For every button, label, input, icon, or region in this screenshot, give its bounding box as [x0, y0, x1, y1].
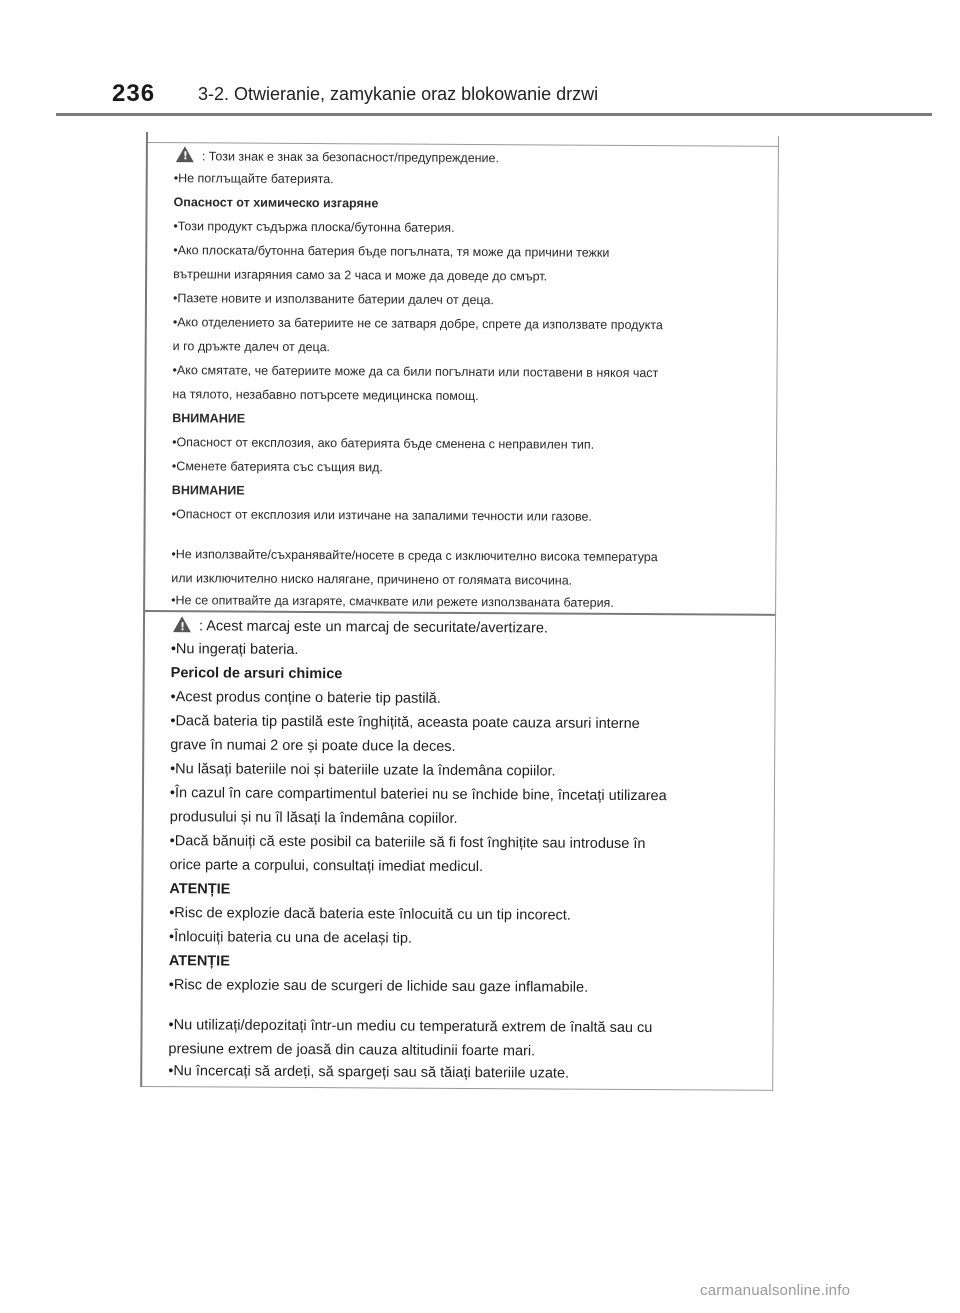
- ro-line-5: •Dacă bateria tip pastilă este înghițită, aceasta poate cauza arsuri interne: [170, 713, 640, 733]
- section-title: 3-2. Otwieranie, zamykanie oraz blokowanie drzwi: [198, 84, 599, 104]
- ro-line-19: •Nu încercați să ardeți, să spargeți sau să tăiați bateriile uzate.: [168, 1063, 570, 1082]
- bg-heading-chemical: Опасност от химическо изгаряне: [173, 195, 379, 211]
- ro-line-7: •Nu lăsați bateriile noi și bateriile uzate la îndemâna copiilor.: [170, 761, 556, 780]
- bg-line-8: •Ако отделението за батериите не се затваря добре, спрете да използвате продукта: [172, 315, 663, 333]
- ro-line-11: orice parte a corpului, consultați imediat medicul.: [169, 857, 484, 876]
- page-header: [112, 80, 932, 114]
- bg-line-10: •Ако смятате, че батериите може да са били погълнати или поставени в някоя част: [172, 363, 659, 381]
- bg-line-7: •Пазете новите и използваните батерии далеч от деца.: [172, 291, 495, 308]
- bg-line-16: •Опасност от експлозия или изтичане на запалими течности или газове.: [171, 507, 592, 524]
- ro-line-4: •Acest produs conține o baterie tip pastilă.: [170, 689, 441, 707]
- ro-line-1: !: Acest marcaj este un marcaj de securitate/avertizare.: [171, 616, 548, 637]
- ro-line-13: •Risc de explozie dacă bateria este înlocuită cu un tip incorect.: [169, 905, 571, 924]
- ro-line-18: presiune extrem de joasă din cauza altitudinii foarte mari.: [168, 1041, 536, 1060]
- page-number: 236: [112, 80, 156, 107]
- ro-line-17: •Nu utilizați/depozitați într-un mediu cu temperatură extrem de înaltă sau cu: [168, 1017, 653, 1037]
- ro-heading-caution-1: ATENȚIE: [169, 881, 231, 898]
- bg-line-11: на тялото, незабавно потърсете медицинска помощ.: [172, 387, 479, 404]
- bg-line-19: •Не се опитвайте да изгаряте, смачквате или режете използваната батерия.: [171, 593, 614, 610]
- ro-heading-caution-2: ATENȚIE: [168, 953, 230, 970]
- bg-line-2: •Не поглъщайте батерията.: [173, 171, 334, 187]
- ro-line-9: produsului și nu îl lăsați la îndemâna copiilor.: [169, 809, 458, 827]
- bg-line-6: вътрешни изгаряния само за 2 часа и може да доведе до смърт.: [173, 267, 548, 284]
- bg-line-17: •Не използвайте/съхранявайте/носете в среда с изключително висока температура: [171, 547, 658, 565]
- bg-line-9: и го дръжте далеч от деца.: [172, 339, 331, 355]
- warning-triangle-icon: [173, 616, 191, 632]
- ro-line-2: •Nu ingerați bateria.: [170, 641, 299, 658]
- scanned-label-image: [140, 132, 779, 1091]
- bg-line-5: •Ако плоската/бутонна батерия бъде погълната, тя може да причини тежки: [173, 243, 610, 260]
- header-rule: [56, 113, 932, 116]
- bg-heading-caution-2: ВНИМАНИЕ: [171, 483, 245, 498]
- bg-line-18: или изключително ниско налягане, причинено от голямата височина.: [171, 571, 573, 588]
- bg-line-1: !: Този знак е знак за безопасност/предупреждение.: [174, 146, 499, 166]
- romanian-warning-block: [154, 616, 765, 1086]
- ro-line-14: •Înlocuiți bateria cu una de același tip.: [169, 929, 413, 947]
- bg-line-4: •Този продукт съдържа плоска/бутонна батерия.: [173, 219, 455, 235]
- ro-line-10: •Dacă bănuiți că este posibil ca bateriile să fi fost înghițite sau introduse în: [169, 833, 646, 853]
- bulgarian-warning-block: [157, 146, 768, 612]
- bg-line-14: •Сменете батерията със същия вид.: [171, 459, 383, 475]
- ro-line-16: •Risc de explozie sau de scurgeri de lichide sau gaze inflamabile.: [168, 977, 589, 996]
- site-watermark: carmanualsonline.info: [700, 1282, 851, 1299]
- ro-line-6: grave în numai 2 ore și poate duce la deces.: [170, 737, 456, 755]
- warning-triangle-icon: [176, 146, 194, 162]
- ro-heading-chemical: Pericol de arsuri chimice: [170, 665, 343, 683]
- bg-line-13: •Опасност от експлозия, ако батерията бъде сменена с неправилен тип.: [172, 435, 595, 452]
- bg-heading-caution-1: ВНИМАНИЕ: [172, 411, 246, 426]
- ro-line-8: •În cazul în care compartimentul bateriei nu se închide bine, încetați utilizarea: [169, 785, 667, 805]
